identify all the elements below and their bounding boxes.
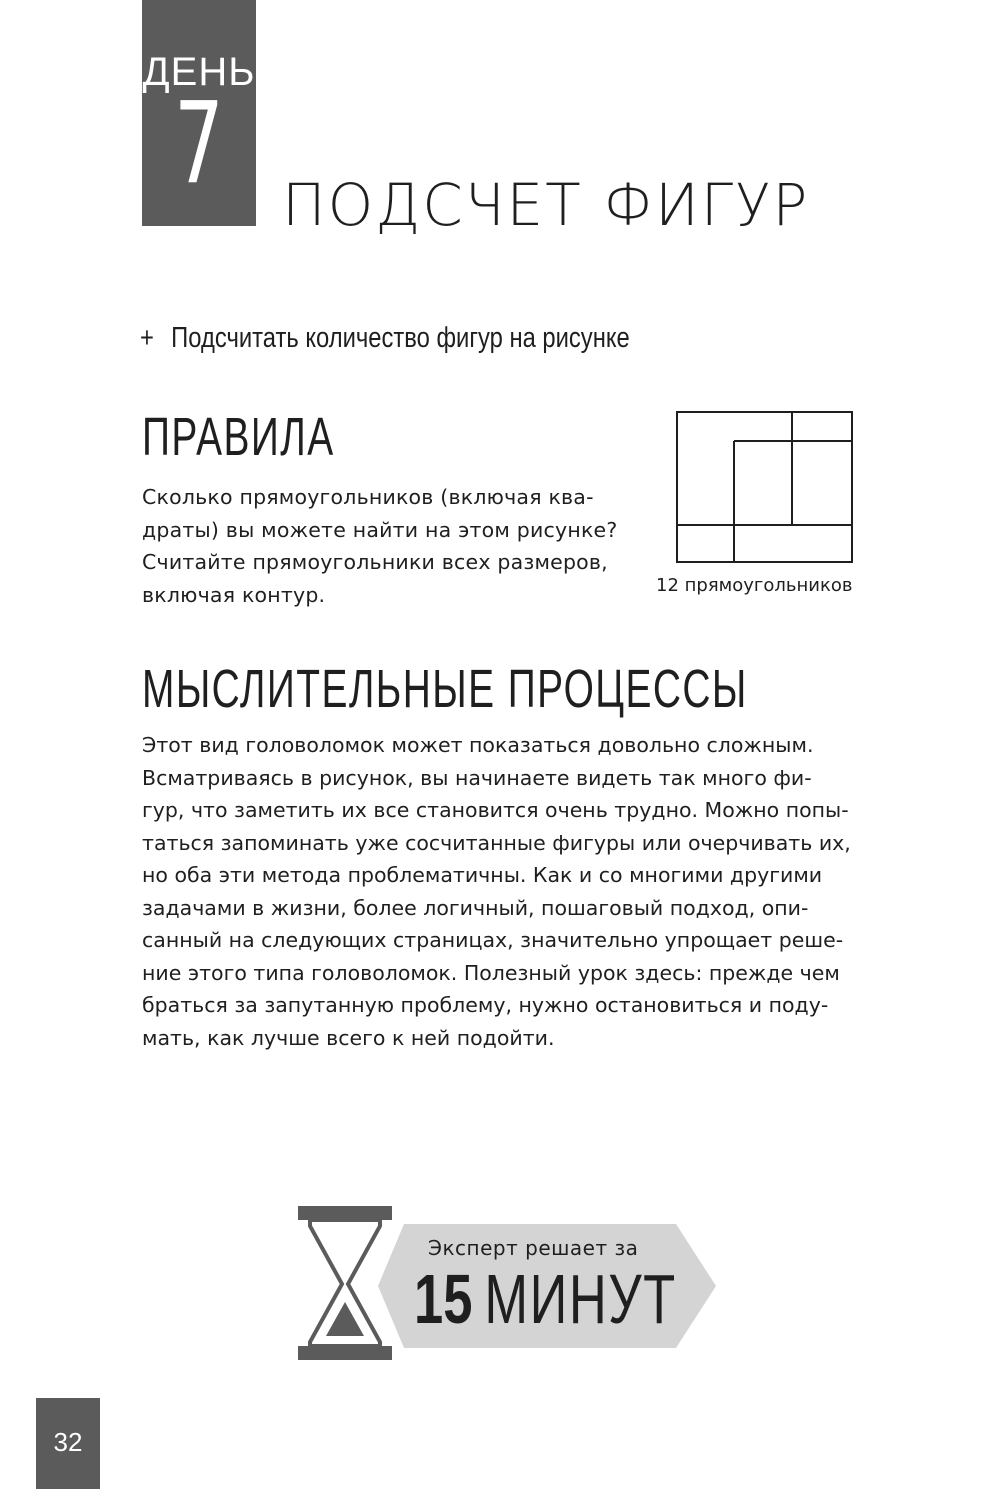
thinking-heading: МЫСЛИТЕЛЬНЫЕ ПРОЦЕССЫ (142, 659, 748, 719)
body-line: таться запоминать уже сосчитанные фигуры или очерчивать их, (142, 830, 851, 855)
day-number: 7 (174, 79, 224, 209)
plus-icon: + (140, 322, 154, 354)
body-line: Этот вид головоломок может показаться довольно сложным. (142, 733, 814, 757)
timer-number: 15 (414, 1260, 473, 1338)
body-line: но оба эти метода проблематичны. Как и со многими другими (142, 863, 823, 887)
goal-text: Подсчитать количество фигур на рисунке (171, 322, 630, 354)
rules-line: Сколько прямоугольников (включая ква- (142, 485, 594, 509)
timer-label: Эксперт решает за (428, 1236, 639, 1260)
page-number-box (36, 1398, 100, 1489)
day-badge (142, 0, 256, 226)
diagram-outer-rect (677, 412, 852, 562)
rules-heading: ПРАВИЛА (142, 407, 335, 467)
rules-line: драты) вы можете найти на этом рисунке? (142, 517, 618, 542)
rules-line: включая контур. (142, 582, 326, 607)
rules-text (142, 481, 662, 611)
body-line: мать, как лучше всего к ней подойти. (142, 1025, 555, 1050)
thinking-text (142, 729, 872, 1054)
body-line: Всматриваясь в рисунок, вы начинаете видеть так много фи- (142, 765, 812, 790)
rectangles-diagram (676, 411, 856, 566)
body-line: ние этого типа головоломок. Полезный урок здесь: прежде чем (142, 960, 840, 985)
timer-unit: МИНУТ (484, 1260, 677, 1338)
body-line: браться за запутанную проблему, нужно остановиться и поду- (142, 993, 829, 1017)
body-line: задачами в жизни, более логичный, пошаговый подход, опи- (142, 895, 809, 920)
body-line: гур, что заметить их все становится очень трудно. Можно попы- (142, 798, 849, 822)
page-title: ПОДСЧЕТ ФИГУР (282, 171, 810, 239)
diagram-caption: 12 прямоугольников (656, 575, 853, 596)
day-label: ДЕНЬ (142, 50, 256, 94)
page-number: 32 (53, 1427, 83, 1457)
rules-line: Считайте прямоугольники всех размеров, (142, 550, 608, 574)
timer-value (414, 1260, 677, 1338)
hourglass-icon (298, 1206, 392, 1360)
goal-line (140, 324, 630, 353)
body-line: санный на следующих страницах, значительно упрощает реше- (142, 928, 844, 952)
